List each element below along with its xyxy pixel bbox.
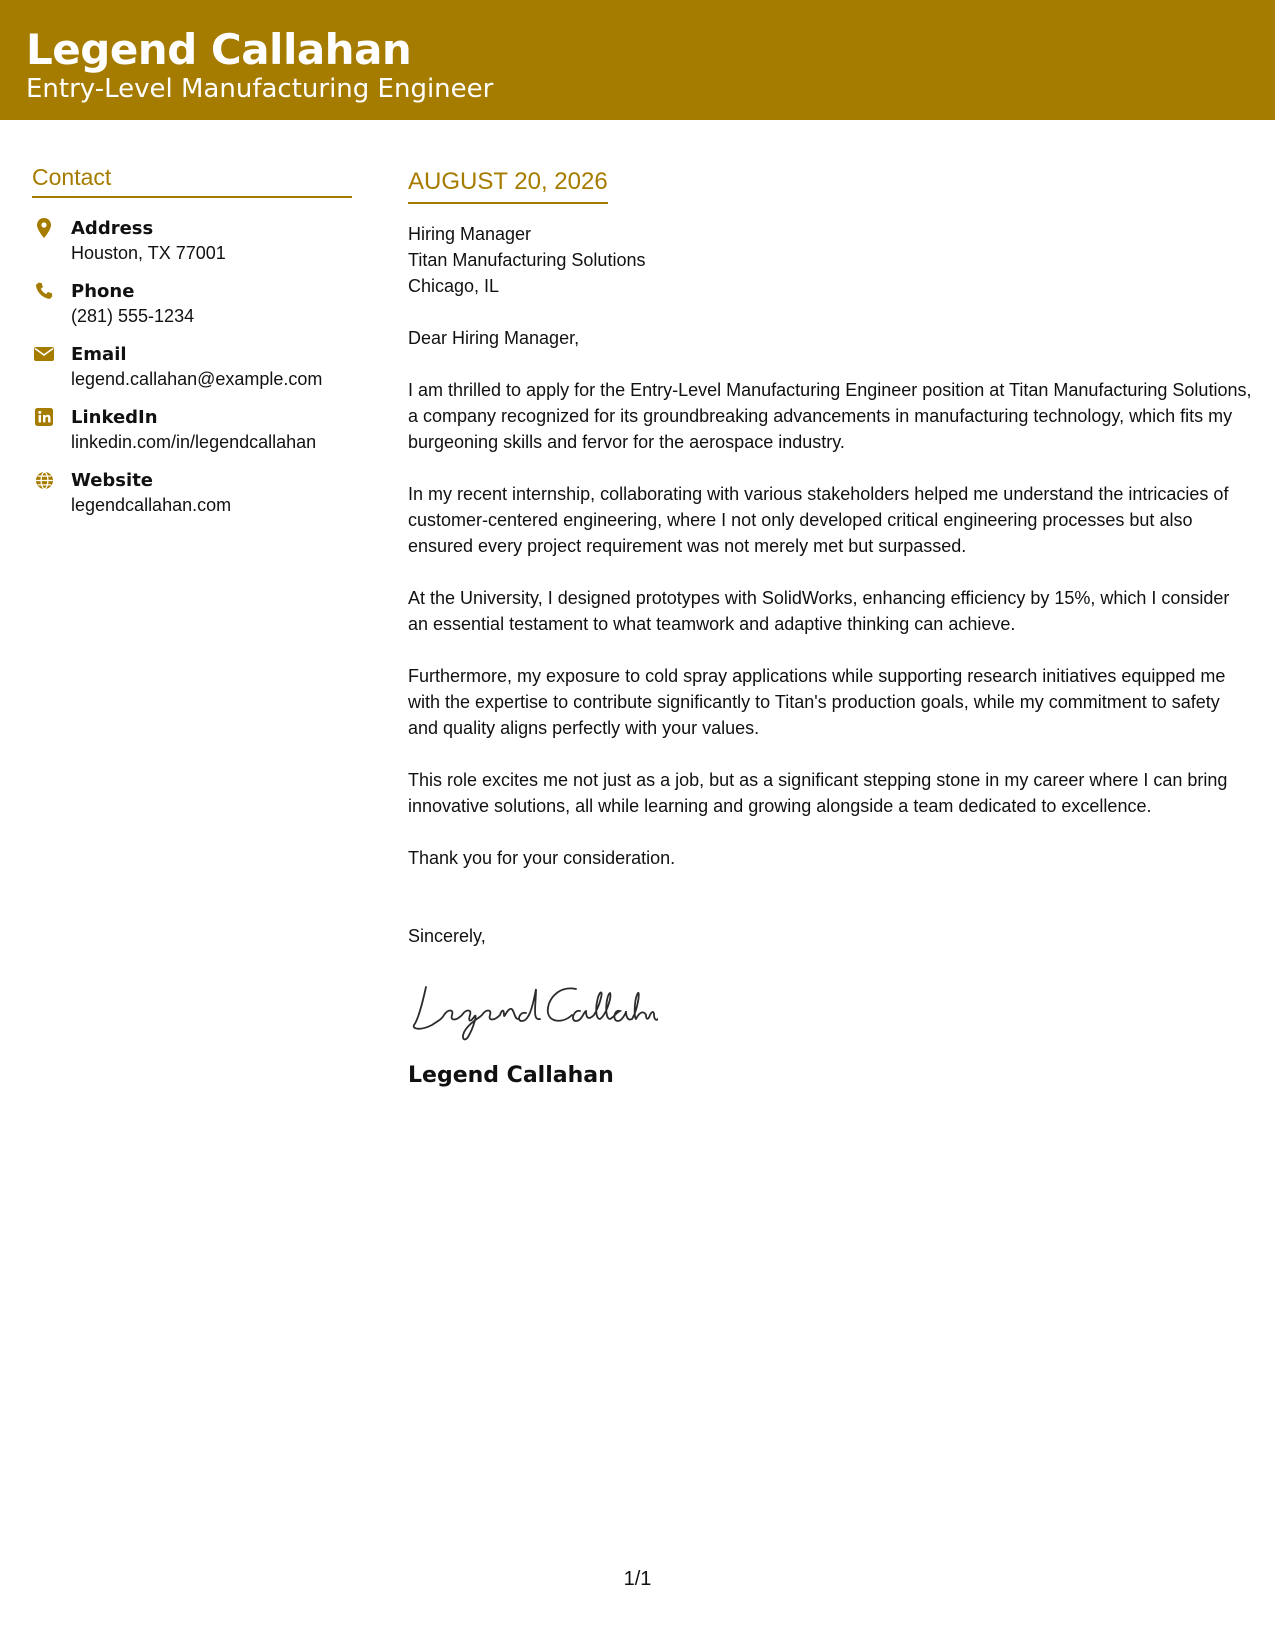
letter-paragraph: At the University, I designed prototypes with SolidWorks, enhancing efficiency by 15%, which I consider an essential testament to what teamwork and adaptive thinking can achieve. [408, 588, 1230, 634]
contact-item-email [32, 342, 352, 392]
address-value: Houston, TX 77001 [71, 243, 226, 263]
contact-item-linkedin [32, 405, 352, 455]
contact-label: LinkedIn [71, 407, 158, 428]
salutation: Dear Hiring Manager, [408, 328, 580, 348]
letter-paragraph: This role excites me not just as a job, but as a significant stepping stone in my career where I can bring innovative solutions, all while learning and growing alongside a team dedicated to excellence. [408, 770, 1228, 816]
recipient-line: Hiring Manager [408, 224, 532, 244]
email-value[interactable]: legend.callahan@example.com [71, 369, 323, 389]
phone-icon [34, 281, 54, 301]
letter-date: AUGUST 20, 2026 [408, 165, 608, 204]
contact-label: Website [71, 470, 154, 491]
header-banner [0, 0, 1275, 120]
letter-paragraph: Furthermore, my exposure to cold spray applications while supporting research initiatives equipped me with the expertise to contribute significantly to Titan's production goals, while my commitment to safety and quality aligns perfectly with your values. [408, 666, 1226, 738]
phone-value[interactable]: (281) 555-1234 [71, 306, 195, 326]
recipient-line: Chicago, IL [408, 276, 500, 296]
signer-name: Legend Callahan [408, 1063, 614, 1088]
letter-paragraph: I am thrilled to apply for the Entry-Level Manufacturing Engineer position at Titan Manufacturing Solutions, a company recognized for its groundbreaking advancements in manufacturing technology, which fits my burgeoning skills and fervor for the aerospace industry. [408, 380, 1252, 452]
globe-icon [34, 470, 54, 490]
recipient-line: Titan Manufacturing Solutions [408, 250, 646, 270]
handwritten-signature [408, 975, 1253, 1045]
applicant-title: Entry-Level Manufacturing Engineer [26, 74, 494, 104]
recipient-block [408, 221, 1253, 299]
closing: Sincerely, [408, 926, 486, 946]
letter-paragraph: Thank you for your consideration. [408, 848, 676, 868]
contact-sidebar [32, 160, 352, 531]
map-pin-icon [34, 218, 54, 238]
contact-item-website [32, 468, 352, 518]
page-number: 1/1 [623, 1568, 652, 1590]
letter-body [408, 165, 1253, 1091]
contact-item-address [32, 216, 352, 266]
applicant-name: Legend Callahan [26, 25, 412, 74]
contact-label: Address [71, 218, 154, 239]
linkedin-icon [34, 407, 54, 427]
envelope-icon [34, 344, 54, 364]
website-value[interactable]: legendcallahan.com [71, 495, 232, 515]
linkedin-value[interactable]: linkedin.com/in/legendcallahan [71, 432, 317, 452]
letter-paragraph: In my recent internship, collaborating with various stakeholders helped me understand the intricacies of customer-centered engineering, where I not only developed critical engineering processes but also ensured every project requirement was not merely met but surpassed. [408, 484, 1229, 556]
contact-label: Email [71, 344, 127, 365]
contact-heading: Contact [32, 160, 352, 198]
contact-label: Phone [71, 281, 135, 302]
contact-item-phone [32, 279, 352, 329]
